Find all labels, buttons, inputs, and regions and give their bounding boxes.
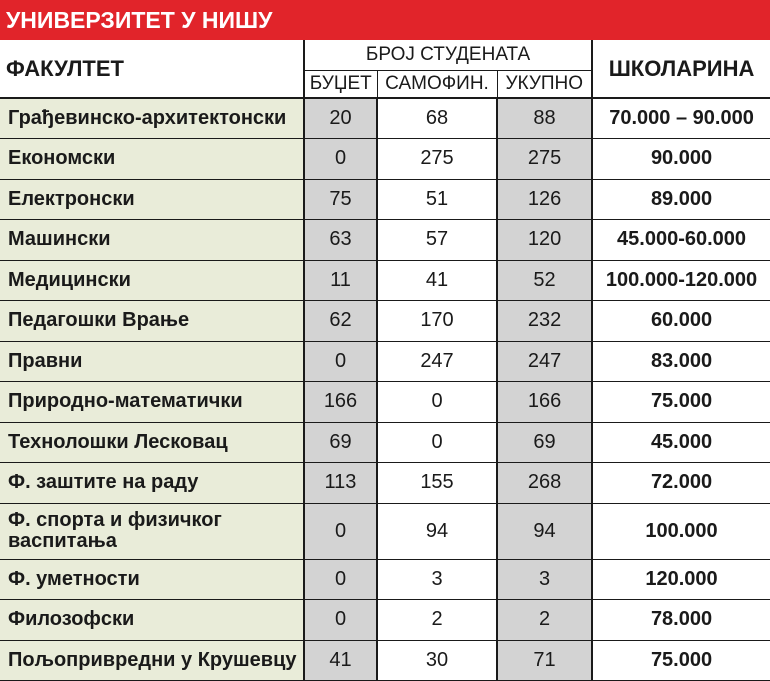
tuition-value: 75.000 bbox=[592, 640, 770, 681]
faculty-name: Правни bbox=[0, 341, 304, 382]
selffinanced-count: 68 bbox=[377, 98, 497, 139]
faculty-name: Пољопривредни у Крушевцу bbox=[0, 640, 304, 681]
faculty-name: Технолошки Лесковац bbox=[0, 422, 304, 463]
faculty-header: ФАКУЛТЕТ bbox=[0, 40, 304, 98]
selffinanced-header: САМОФИН. bbox=[377, 70, 497, 98]
tuition-value: 83.000 bbox=[592, 341, 770, 382]
selffinanced-count: 275 bbox=[377, 139, 497, 180]
budget-count: 0 bbox=[304, 139, 377, 180]
budget-count: 0 bbox=[304, 341, 377, 382]
selffinanced-count: 57 bbox=[377, 220, 497, 261]
budget-count: 0 bbox=[304, 503, 377, 559]
budget-count: 20 bbox=[304, 98, 377, 139]
tuition-value: 45.000 bbox=[592, 422, 770, 463]
tuition-value: 60.000 bbox=[592, 301, 770, 342]
faculty-name: Медицински bbox=[0, 260, 304, 301]
selffinanced-count: 30 bbox=[377, 640, 497, 681]
faculty-name: Ф. заштите на раду bbox=[0, 463, 304, 504]
budget-count: 62 bbox=[304, 301, 377, 342]
selffinanced-count: 51 bbox=[377, 179, 497, 220]
budget-count: 11 bbox=[304, 260, 377, 301]
tuition-value: 90.000 bbox=[592, 139, 770, 180]
table-row bbox=[0, 179, 770, 220]
selffinanced-count: 2 bbox=[377, 600, 497, 641]
budget-count: 0 bbox=[304, 600, 377, 641]
table-row bbox=[0, 382, 770, 423]
tuition-header: ШКОЛАРИНА bbox=[592, 40, 770, 98]
selffinanced-count: 0 bbox=[377, 382, 497, 423]
table-row bbox=[0, 640, 770, 681]
tuition-value: 120.000 bbox=[592, 559, 770, 600]
table-row bbox=[0, 559, 770, 600]
total-count: 120 bbox=[497, 220, 592, 261]
budget-count: 166 bbox=[304, 382, 377, 423]
faculty-name: Филозофски bbox=[0, 600, 304, 641]
selffinanced-count: 0 bbox=[377, 422, 497, 463]
total-count: 88 bbox=[497, 98, 592, 139]
table-row bbox=[0, 139, 770, 180]
faculty-name: Ф. уметности bbox=[0, 559, 304, 600]
tuition-value: 89.000 bbox=[592, 179, 770, 220]
budget-count: 0 bbox=[304, 559, 377, 600]
total-count: 94 bbox=[497, 503, 592, 559]
faculty-name: Електронски bbox=[0, 179, 304, 220]
total-count: 126 bbox=[497, 179, 592, 220]
total-header: УКУПНО bbox=[497, 70, 592, 98]
faculty-name: Педагошки Врање bbox=[0, 301, 304, 342]
faculty-name: Грађевинско-архитектонски bbox=[0, 98, 304, 139]
table-row bbox=[0, 422, 770, 463]
table-row bbox=[0, 503, 770, 559]
selffinanced-count: 155 bbox=[377, 463, 497, 504]
selffinanced-count: 94 bbox=[377, 503, 497, 559]
table-row bbox=[0, 301, 770, 342]
table-row bbox=[0, 98, 770, 139]
tuition-value: 78.000 bbox=[592, 600, 770, 641]
table-title: УНИВЕРЗИТЕТ У НИШУ bbox=[0, 0, 770, 40]
tuition-value: 70.000 – 90.000 bbox=[592, 98, 770, 139]
selffinanced-count: 3 bbox=[377, 559, 497, 600]
total-count: 275 bbox=[497, 139, 592, 180]
total-count: 69 bbox=[497, 422, 592, 463]
faculty-name: Природно-математички bbox=[0, 382, 304, 423]
total-count: 52 bbox=[497, 260, 592, 301]
tuition-value: 100.000 bbox=[592, 503, 770, 559]
total-count: 2 bbox=[497, 600, 592, 641]
budget-count: 69 bbox=[304, 422, 377, 463]
table-row bbox=[0, 341, 770, 382]
student-count-header: БРОЈ СТУДЕНАТА bbox=[304, 40, 592, 70]
total-count: 166 bbox=[497, 382, 592, 423]
budget-count: 113 bbox=[304, 463, 377, 504]
budget-header: БУЏЕТ bbox=[304, 70, 377, 98]
table-row bbox=[0, 260, 770, 301]
table-row bbox=[0, 600, 770, 641]
selffinanced-count: 41 bbox=[377, 260, 497, 301]
total-count: 232 bbox=[497, 301, 592, 342]
tuition-value: 72.000 bbox=[592, 463, 770, 504]
selffinanced-count: 170 bbox=[377, 301, 497, 342]
tuition-value: 100.000-120.000 bbox=[592, 260, 770, 301]
tuition-value: 75.000 bbox=[592, 382, 770, 423]
budget-count: 75 bbox=[304, 179, 377, 220]
selffinanced-count: 247 bbox=[377, 341, 497, 382]
budget-count: 41 bbox=[304, 640, 377, 681]
total-count: 3 bbox=[497, 559, 592, 600]
university-table bbox=[0, 40, 770, 681]
budget-count: 63 bbox=[304, 220, 377, 261]
faculty-name: Економски bbox=[0, 139, 304, 180]
faculty-name: Ф. спорта и физичког васпитања bbox=[0, 503, 304, 559]
table-row bbox=[0, 463, 770, 504]
total-count: 71 bbox=[497, 640, 592, 681]
total-count: 268 bbox=[497, 463, 592, 504]
faculty-name: Машински bbox=[0, 220, 304, 261]
total-count: 247 bbox=[497, 341, 592, 382]
tuition-value: 45.000-60.000 bbox=[592, 220, 770, 261]
table-row bbox=[0, 220, 770, 261]
